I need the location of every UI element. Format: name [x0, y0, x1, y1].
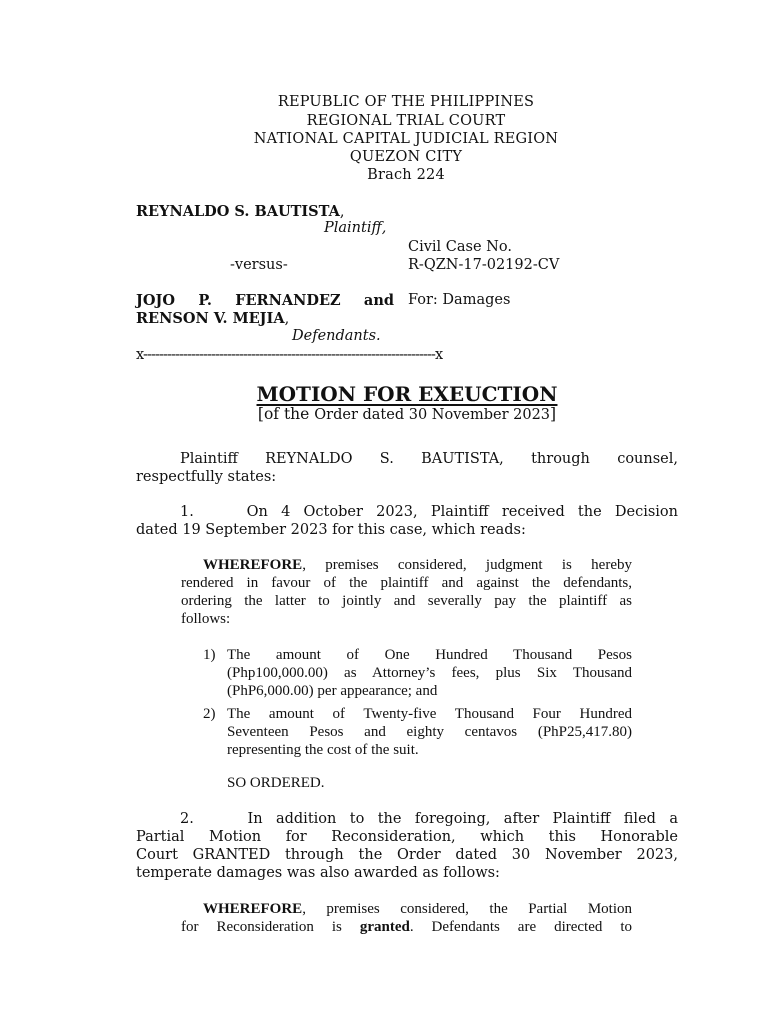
defendant-name-mejia: RENSON V. MEJIA [136, 310, 285, 327]
quote-2-line-2-a: for Reconsideration is [181, 919, 360, 935]
case-number: R-QZN-17-02192-CV [408, 257, 560, 273]
paragraph-2-line-3: Court GRANTED through the Order dated 30 November 2023, [136, 847, 678, 863]
paragraph-2-line-1: 2. In addition to the foregoing, after Plaintiff filed a [180, 811, 678, 827]
plaintiff-name: REYNALDO S. BAUTISTA [136, 203, 340, 220]
civil-case-label: Civil Case No. [408, 239, 512, 255]
so-ordered: SO ORDERED. [227, 775, 325, 791]
intro-line-1: Plaintiff REYNALDO S. BAUTISTA, through counsel, [180, 451, 678, 467]
paragraph-1-line-1: 1. On 4 October 2023, Plaintiff received the Decision [180, 504, 678, 520]
list-item-1-line-1: The amount of One Hundred Thousand Pesos [227, 647, 632, 663]
list-item-2-line-1: The amount of Twenty-five Thousand Four Hundred [227, 706, 632, 722]
subtitle-close: ] [550, 405, 557, 423]
quote-2-line-1 [203, 901, 632, 918]
defendants-line-1: JOJO P. FERNANDEZ and [136, 292, 394, 309]
motion-subtitle [0, 405, 768, 423]
plaintiff-role: Plaintiff, [324, 220, 387, 236]
list-item-1-number: 1) [203, 647, 216, 663]
quote-1-line-1-rest: , premises considered, judgment is hereby [302, 557, 632, 573]
list-item-2-number: 2) [203, 706, 216, 722]
header-line-region: NATIONAL CAPITAL JUDICIAL REGION [253, 131, 559, 147]
plaintiff-comma: , [339, 204, 345, 220]
list-item-1-line-3: (PhP6,000.00) per appearance; and [227, 683, 438, 699]
caption-separator: x-------------------------------------------------------------------------x [136, 347, 443, 363]
for-damages-label: For: Damages [408, 292, 511, 308]
quote-1-wherefore: WHEREFORE [203, 557, 303, 573]
quote-2-line-2-b: . Defendants are directed to [409, 919, 633, 935]
header-line-republic: REPUBLIC OF THE PHILIPPINES [277, 94, 535, 110]
intro-line-2: respectfully states: [136, 469, 277, 485]
plaintiff-name-line [136, 203, 345, 220]
motion-title: MOTION FOR EXEUCTION [256, 382, 558, 406]
defendants-role: Defendants. [292, 328, 381, 344]
list-item-1-line-2: (Php100,000.00) as Attorney’s fees, plus Six Thousand [227, 665, 632, 681]
quote-2-line-2 [181, 919, 632, 936]
quote-1-line-4: follows: [181, 611, 231, 627]
paragraph-2-line-2: Partial Motion for Reconsideration, which this Honorable [136, 829, 678, 845]
list-item-2-line-2: Seventeen Pesos and eighty centavos (PhP25,417.80) [227, 724, 632, 740]
versus-label: -versus- [230, 257, 288, 273]
paragraph-1-line-2: dated 19 September 2023 for this case, which reads: [136, 522, 526, 538]
subtitle-open: [of the [257, 405, 315, 423]
quote-2-granted: granted [359, 919, 410, 935]
header-line-court: REGIONAL TRIAL COURT [306, 113, 506, 129]
header-line-city: QUEZON CITY [349, 149, 463, 165]
header-line-branch: Brach 224 [367, 167, 445, 183]
quote-1-line-1 [203, 557, 632, 574]
quote-2-wherefore: WHEREFORE [203, 901, 303, 917]
paragraph-2-line-4: temperate damages was also awarded as follows: [136, 865, 500, 881]
quote-1-line-3: ordering the latter to jointly and severally pay the plaintiff as [181, 593, 632, 609]
defendants-line-2 [136, 310, 289, 327]
defendants-comma: , [284, 311, 290, 327]
subtitle-order-reference: Order dated 30 November 2023 [314, 407, 551, 423]
list-item-2-line-3: representing the cost of the suit. [227, 742, 419, 758]
quote-2-line-1-rest: , premises considered, the Partial Motion [302, 901, 632, 917]
quote-1-line-2: rendered in favour of the plaintiff and against the defendants, [181, 575, 632, 591]
